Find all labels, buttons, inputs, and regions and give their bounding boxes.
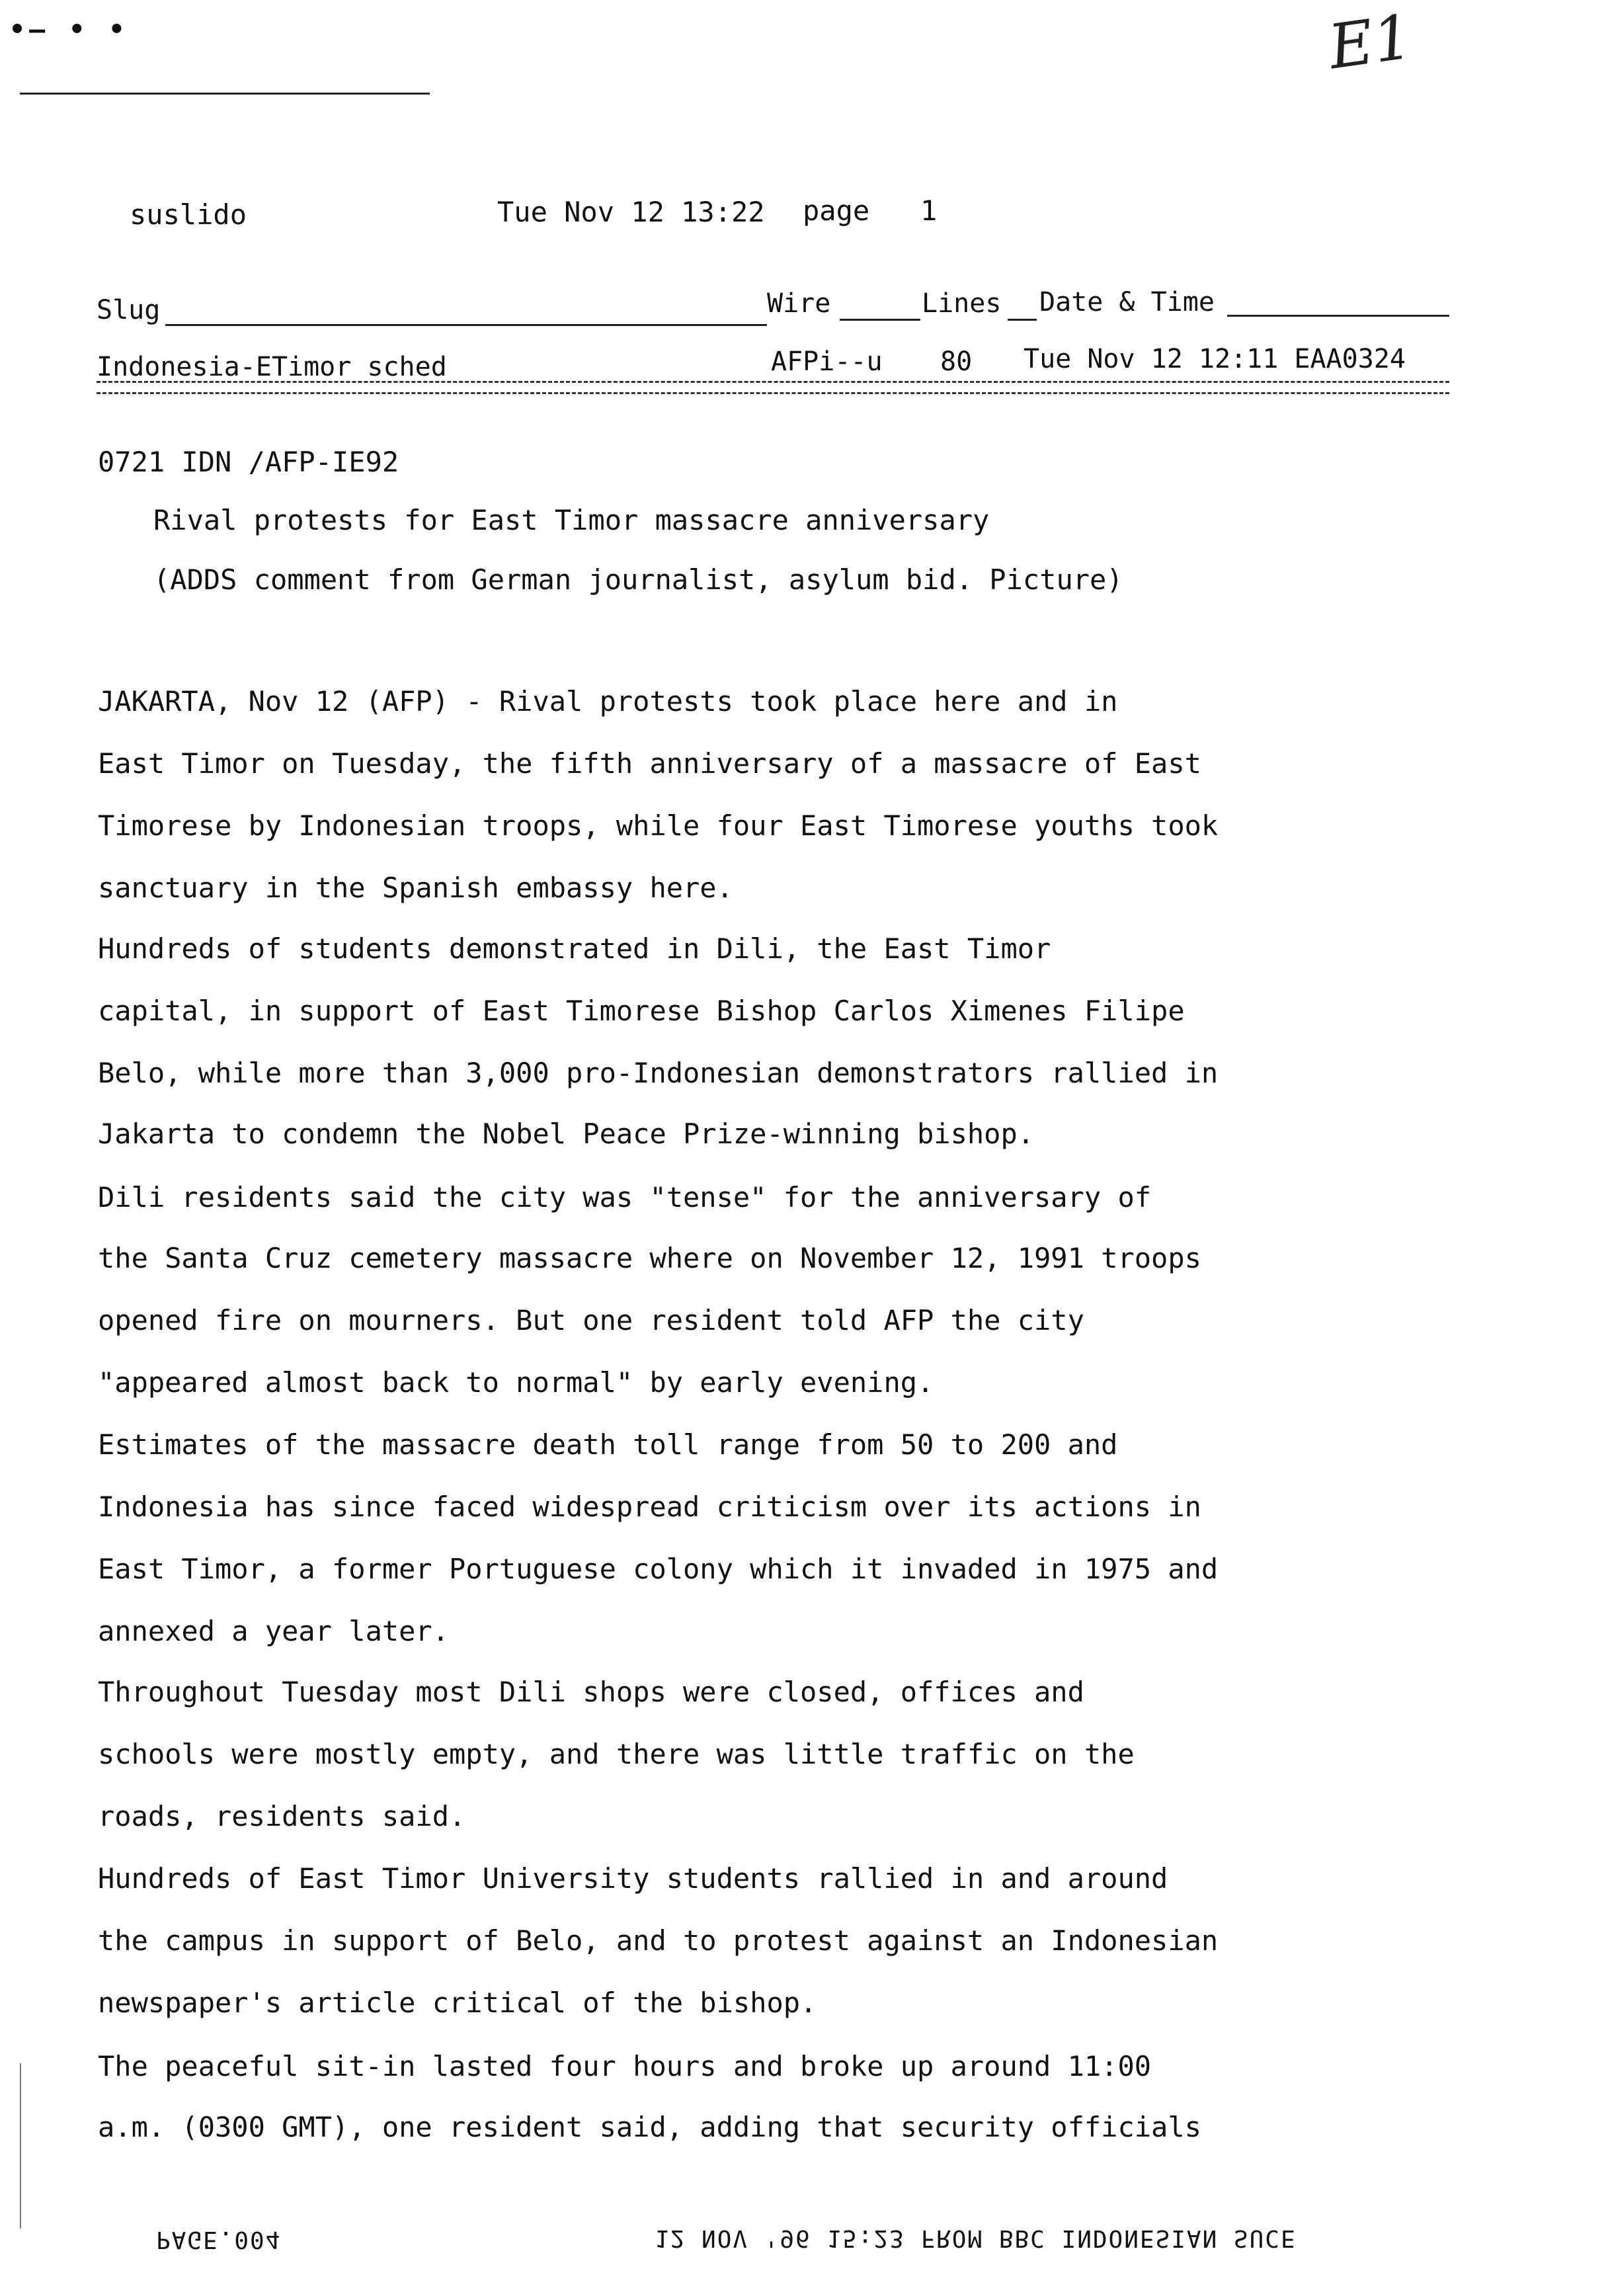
- corner-rule-line: [20, 93, 430, 95]
- wire-label: Wire: [767, 288, 831, 319]
- story-line-5: Hundreds of students demonstrated in Dili, the East Timor: [98, 932, 1051, 965]
- story-line-2: East Timor on Tuesday, the fifth anniversary of a massacre of East: [98, 747, 1201, 780]
- story-line-4: sanctuary in the Spanish embassy here.: [98, 872, 733, 904]
- story-line-23: The peaceful sit-in lasted four hours and broke up around 11:00: [98, 2050, 1152, 2082]
- left-margin-bar: [20, 2063, 21, 2229]
- story-line-11: opened fire on mourners. But one resident told AFP the city: [98, 1304, 1084, 1336]
- story-line-7: Belo, while more than 3,000 pro-Indonesian demonstrators rallied in: [98, 1057, 1219, 1089]
- story-line-1: JAKARTA, Nov 12 (AFP) - Rival protests took place here and in: [98, 685, 1118, 718]
- story-line-13: Estimates of the massacre death toll range from 50 to 200 and: [98, 1428, 1118, 1461]
- slug-value: Indonesia-ETimor sched: [97, 352, 447, 382]
- wire-value: AFPi--u: [771, 347, 883, 377]
- datetime-value: Tue Nov 12 12:11 EAA0324: [1024, 344, 1406, 374]
- story-note: (ADDS comment from German journalist, asylum bid. Picture): [153, 563, 1123, 596]
- datetime-label: Date & Time: [1039, 287, 1215, 317]
- story-line-20: Hundreds of East Timor University students rallied in and around: [98, 1862, 1168, 1895]
- story-headline: Rival protests for East Timor massacre anniversary: [153, 504, 990, 536]
- handwritten-mark: E1: [1324, 1, 1417, 83]
- header-user: suslido: [130, 198, 247, 231]
- lines-value: 80: [940, 347, 973, 377]
- story-line-21: the campus in support of Belo, and to protest against an Indonesian: [98, 1924, 1219, 1957]
- lines-fill-line: [1008, 319, 1037, 321]
- datetime-fill-line: [1227, 315, 1449, 317]
- story-line-15: East Timor, a former Portuguese colony which it invaded in 1975 and: [98, 1553, 1219, 1585]
- story-line-10: the Santa Cruz cemetery massacre where on November 12, 1991 troops: [98, 1242, 1201, 1274]
- wire-fill-line: [840, 319, 920, 321]
- footer-fax-header: 12 NOV '96 15:23 FROM BBC INDONESIAN SUCE: [655, 2225, 1297, 2252]
- corner-scribble: •— • •: [9, 15, 129, 45]
- slug-fill-line: [165, 324, 767, 326]
- footer-page-code: PAGE.004: [156, 2226, 282, 2253]
- slug-label: Slug: [97, 295, 161, 325]
- story-line-24: a.m. (0300 GMT), one resident said, adding that security officials: [98, 2111, 1201, 2143]
- header-page-number: 1: [920, 194, 938, 227]
- header-page-label: page: [803, 194, 870, 227]
- header-datetime: Tue Nov 12 13:22: [497, 196, 765, 228]
- story-line-17: Throughout Tuesday most Dili shops were closed, offices and: [98, 1676, 1084, 1708]
- lines-label: Lines: [922, 288, 1002, 319]
- story-line-8: Jakarta to condemn the Nobel Peace Prize-winning bishop.: [98, 1118, 1035, 1150]
- story-line-19: roads, residents said.: [98, 1800, 466, 1832]
- story-line-22: newspaper's article critical of the bishop.: [98, 1987, 817, 2019]
- story-line-6: capital, in support of East Timorese Bishop Carlos Ximenes Filipe: [98, 995, 1185, 1027]
- story-line-18: schools were mostly empty, and there was little traffic on the: [98, 1738, 1135, 1770]
- story-line-12: "appeared almost back to normal" by early evening.: [98, 1366, 934, 1399]
- story-code: 0721 IDN /AFP-IE92: [98, 446, 399, 478]
- story-line-9: Dili residents said the city was "tense" for the anniversary of: [98, 1181, 1152, 1213]
- story-line-16: annexed a year later.: [98, 1615, 450, 1647]
- story-line-3: Timorese by Indonesian troops, while four East Timorese youths took: [98, 809, 1219, 842]
- double-rule-separator: [97, 381, 1449, 394]
- story-line-14: Indonesia has since faced widespread criticism over its actions in: [98, 1491, 1201, 1523]
